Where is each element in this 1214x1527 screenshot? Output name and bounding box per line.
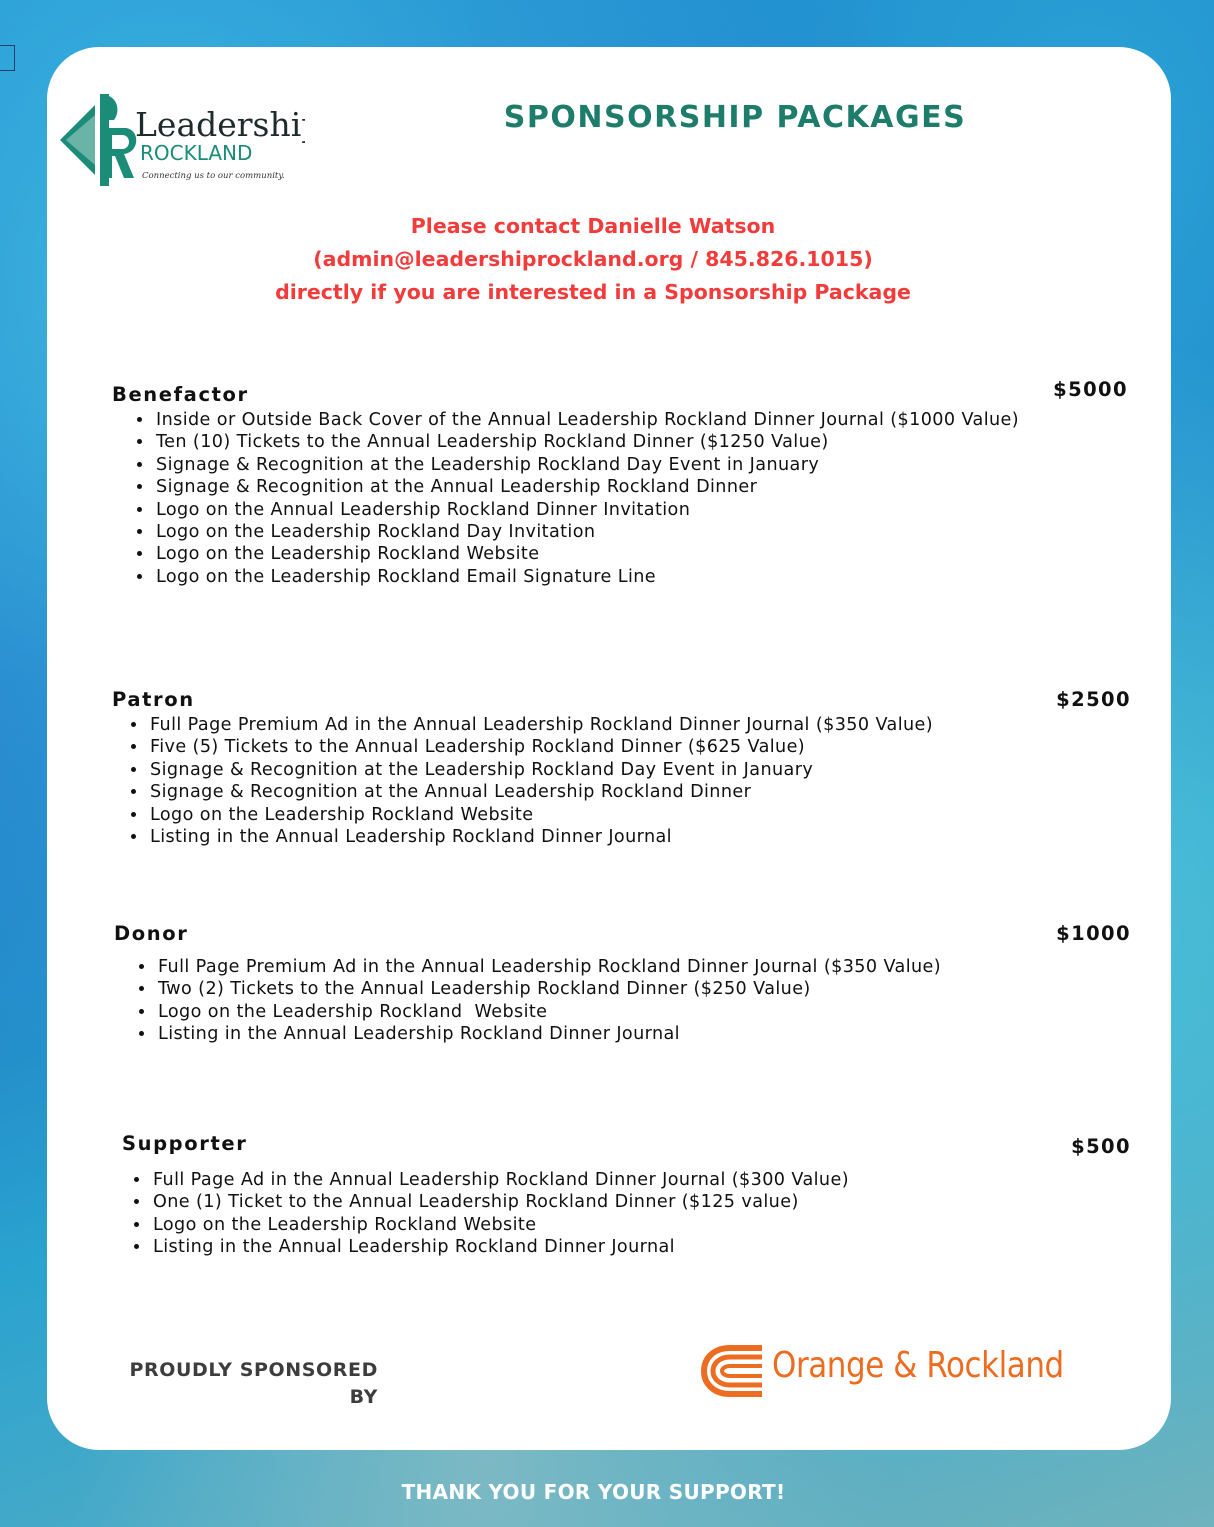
benefits-list-donor	[134, 956, 1116, 1046]
leadership-rockland-emblem-icon	[60, 90, 305, 190]
list-item: • Logo on the Leadership Rockland Website	[151, 1214, 1111, 1236]
tier-name-benefactor: Benefactor	[112, 383, 249, 406]
tier-price-donor: $1000	[1056, 922, 1131, 945]
list-item: • Full Page Premium Ad in the Annual Leadership Rockland Dinner Journal ($350 Value)	[156, 956, 1116, 978]
contact-line-2: (admin@leadershiprockland.org / 845.826.1015)	[313, 247, 873, 271]
benefits-list-patron	[126, 714, 1108, 848]
list-item: • Listing in the Annual Leadership Rockland Dinner Journal	[156, 1023, 1116, 1045]
list-item: • Logo on the Leadership Rockland Email Signature Line	[154, 566, 1074, 588]
list-item: • Logo on the Leadership Rockland Website	[154, 543, 1074, 565]
list-item: • Signage & Recognition at the Annual Leadership Rockland Dinner	[148, 781, 1108, 803]
leadership-rockland-logo	[60, 90, 305, 190]
list-item: • Listing in the Annual Leadership Rockland Dinner Journal	[148, 826, 1108, 848]
tier-name-supporter: Supporter	[122, 1132, 248, 1155]
benefits-list-benefactor	[132, 409, 1074, 588]
list-item: • Logo on the Leadership Rockland Website	[156, 1001, 1116, 1023]
corner-mark	[0, 45, 15, 71]
logo-tagline: Connecting us to our community.	[142, 171, 285, 181]
contact-line-3: directly if you are interested in a Sponsorship Package	[275, 280, 911, 304]
list-item: • Logo on the Leadership Rockland Day Invitation	[154, 521, 1074, 543]
list-item: • Five (5) Tickets to the Annual Leadership Rockland Dinner ($625 Value)	[148, 736, 1108, 758]
list-item: • Signage & Recognition at the Annual Leadership Rockland Dinner	[154, 476, 1074, 498]
benefits-list-supporter	[129, 1169, 1111, 1259]
proudly-sponsored-label	[110, 1357, 378, 1411]
tier-price-supporter: $500	[1071, 1135, 1131, 1158]
list-item: • Full Page Ad in the Annual Leadership Rockland Dinner Journal ($300 Value)	[151, 1169, 1111, 1191]
logo-sub: ROCKLAND	[140, 141, 253, 165]
list-item: • Two (2) Tickets to the Annual Leadership Rockland Dinner ($250 Value)	[156, 978, 1116, 1000]
thank-you-message: THANK YOU FOR YOUR SUPPORT!	[401, 1480, 786, 1504]
list-item: • One (1) Ticket to the Annual Leadership Rockland Dinner ($125 value)	[151, 1191, 1111, 1213]
tier-price-benefactor: $5000	[1053, 378, 1128, 401]
contact-notice	[200, 210, 986, 309]
list-item: • Signage & Recognition at the Leadership Rockland Day Event in January	[148, 759, 1108, 781]
tier-price-patron: $2500	[1056, 688, 1131, 711]
list-item: • Inside or Outside Back Cover of the Annual Leadership Rockland Dinner Journal ($1000 Value)	[154, 409, 1074, 431]
list-item: • Listing in the Annual Leadership Rockland Dinner Journal	[151, 1236, 1111, 1258]
tier-name-donor: Donor	[114, 922, 189, 945]
list-item: • Logo on the Leadership Rockland Website	[148, 804, 1108, 826]
list-item: • Signage & Recognition at the Leadership Rockland Day Event in January	[154, 454, 1074, 476]
list-item: • Ten (10) Tickets to the Annual Leadership Rockland Dinner ($1250 Value)	[154, 431, 1074, 453]
list-item: • Logo on the Annual Leadership Rockland Dinner Invitation	[154, 499, 1074, 521]
sponsored-line-2: BY	[349, 1386, 378, 1408]
tier-name-patron: Patron	[112, 688, 195, 711]
sponsor-name: Orange & Rockland	[772, 1345, 1064, 1386]
sponsored-line-1: PROUDLY SPONSORED	[129, 1359, 378, 1381]
orange-rockland-emblem-icon	[700, 1340, 770, 1400]
list-item: • Full Page Premium Ad in the Annual Leadership Rockland Dinner Journal ($350 Value)	[148, 714, 1108, 736]
logo-wordmark: Leadership	[135, 105, 305, 144]
page-title: SPONSORSHIP PACKAGES	[503, 100, 967, 135]
contact-line-1: Please contact Danielle Watson	[410, 214, 776, 238]
